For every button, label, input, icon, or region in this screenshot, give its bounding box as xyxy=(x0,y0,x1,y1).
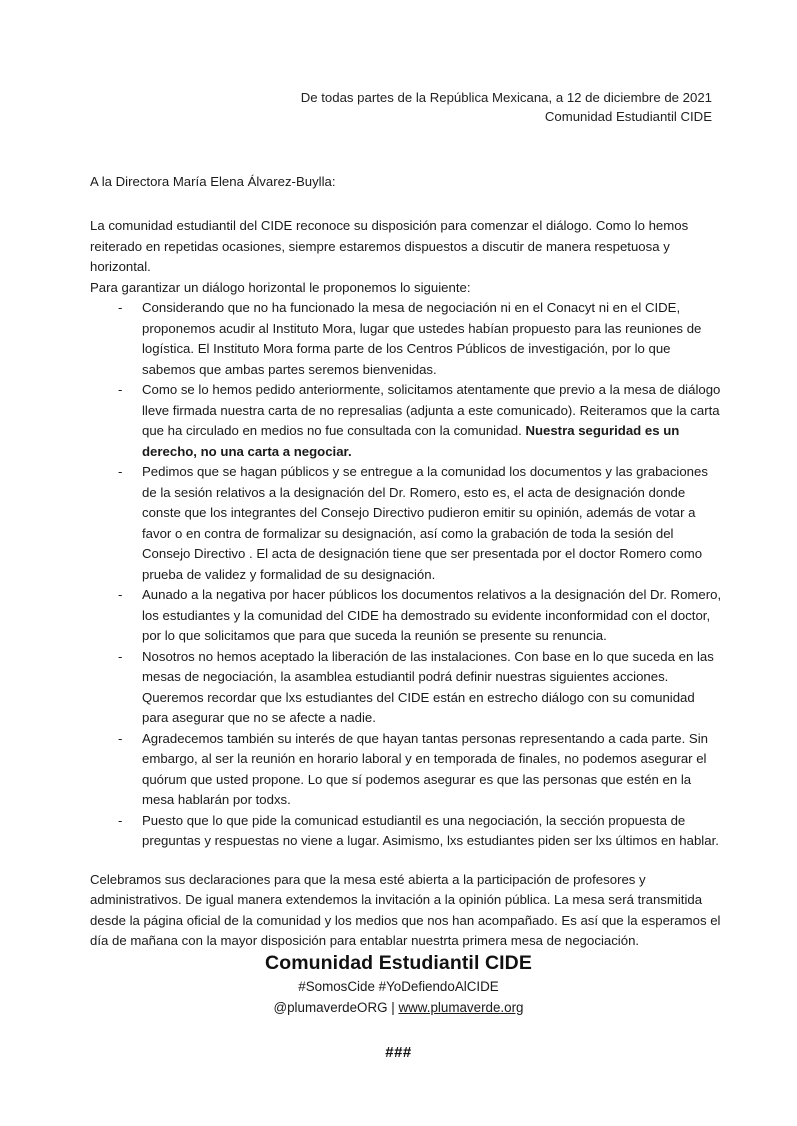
place-and-date: De todas partes de la República Mexicana, a 12 de diciembre de 2021 xyxy=(300,90,712,105)
list-item xyxy=(90,811,722,852)
bullet-dash-icon: - xyxy=(118,300,123,315)
bullet-dash-icon: - xyxy=(118,382,123,397)
sender-name: Comunidad Estudiantil CIDE xyxy=(544,109,712,124)
list-item-text: Puesto que lo que pide la comunicad estudiantil es una negociación, la sección propuesta de preguntas y respuestas no viene a lugar. Asimismo, lxs estudiantes piden ser lxs últimos en hablar. xyxy=(142,812,719,848)
list-item-text: Pedimos que se hagan públicos y se entregue a la comunidad los documentos y las grabaciones de la sesión relativos a la designación del Dr. Romero, esto es, el acta de designación donde conste que los integrantes del Consejo Directivo pudieron emitir su opinión, además de votar a favor o en contra de formalizar su designación, así como la grabación de toda la sesión del Consejo Directivo . El acta de designación tiene que ser presentada por el doctor Romero como prueba de validez y formalidad de su designación. xyxy=(142,464,708,582)
list-item-text: Nosotros no hemos aceptado la liberación de las instalaciones. Con base en lo que suceda en las mesas de negociación, la asamblea estudiantil podrá definir nuestras siguientes acciones. Queremos recordar que lxs estudiantes del CIDE están en estrecho diálogo con su comunidad para asegurar que no se afecte a nadie. xyxy=(142,648,714,725)
demands-list xyxy=(90,298,722,852)
list-item xyxy=(90,647,722,729)
list-item xyxy=(90,585,722,647)
list-item xyxy=(90,729,722,811)
list-item xyxy=(90,462,722,585)
proposal-lead: Para garantizar un diálogo horizontal le proponemos lo siguiente: xyxy=(90,279,471,295)
list-item xyxy=(90,298,722,380)
bullet-dash-icon: - xyxy=(118,587,123,602)
footer-contact xyxy=(0,998,797,1018)
closing-paragraph: Celebramos sus declaraciones para que la mesa esté abierta a la participación de profesores y administrativos. De igual manera extendemos la invitación a la opinión pública. La mesa será transmitida desde la página oficial de la comunidad y los medios que nos han acompañado. Es así que la esperamos el día de mañana con la mayor disposición para entablar nuestrta primera mesa de negociación. xyxy=(90,871,721,948)
footer-organization: Comunidad Estudiantil CIDE xyxy=(265,952,532,974)
list-item-bold-text: Nuestra seguridad es un derecho, no una carta a negociar. xyxy=(142,423,680,459)
bullet-dash-icon: - xyxy=(118,464,123,479)
list-item xyxy=(90,380,722,462)
salutation: A la Directora María Elena Álvarez-Buylla: xyxy=(90,174,336,189)
list-item-text: Aunado a la negativa por hacer públicos los documentos relativos a la designación del Dr. Romero, los estudiantes y la comunidad del CIDE ha demostrado su evidente inconformidad con el doctor, por lo que solicitamos que para que suceda la reunión se presente su renuncia. xyxy=(142,587,722,643)
bullet-dash-icon: - xyxy=(118,812,123,828)
website-link[interactable]: www.plumaverde.org xyxy=(398,1000,524,1015)
list-item-text: Considerando que no ha funcionado la mesa de negociación ni en el Conacyt ni en el CIDE, proponemos acudir al Instituto Mora, lugar que ustedes habían propuesto para las reuniones de logística. El Instituto Mora forma parte de los Centros Públicos de investigación, por lo que sabemos que ambas partes seremos bienvenidas. xyxy=(142,300,702,377)
separator: | xyxy=(387,1000,399,1015)
letter-body xyxy=(90,172,722,952)
bullet-dash-icon: - xyxy=(118,730,123,746)
list-item-text: Agradecemos también su interés de que hayan tantas personas representando a cada parte. Sin embargo, al ser la reunión en horario laboral y en temporada de finales, no podemos asegurar el quórum que usted propone. Lo que sí podemos asegurar es que las personas que estén en la mesa hablarán por todxs. xyxy=(142,730,708,807)
list-item-text: Como se lo hemos pedido anteriormente, solicitamos atentamente que previo a la mesa de diálogo lleve firmada nuestra carta de no represalias (adjunta a este comunicado). Reiteramos que la carta que ha circulado en medios no fue consultada con la comunidad. xyxy=(142,382,721,438)
end-marker: ### xyxy=(385,1044,412,1061)
letter-header xyxy=(90,88,712,126)
bullet-dash-icon: - xyxy=(118,648,123,664)
intro-paragraph: La comunidad estudiantil del CIDE reconoce su disposición para comenzar el diálogo. Como lo hemos reiterado en repetidas ocasiones, siempre estaremos dispuestos a discutir de manera respetuosa y horizontal. xyxy=(90,218,689,274)
footer-hashtags: #SomosCide #YoDefiendoAlCIDE xyxy=(298,979,499,994)
letter-footer xyxy=(0,950,797,1061)
social-handle[interactable]: @plumaverdeORG xyxy=(273,1000,388,1015)
